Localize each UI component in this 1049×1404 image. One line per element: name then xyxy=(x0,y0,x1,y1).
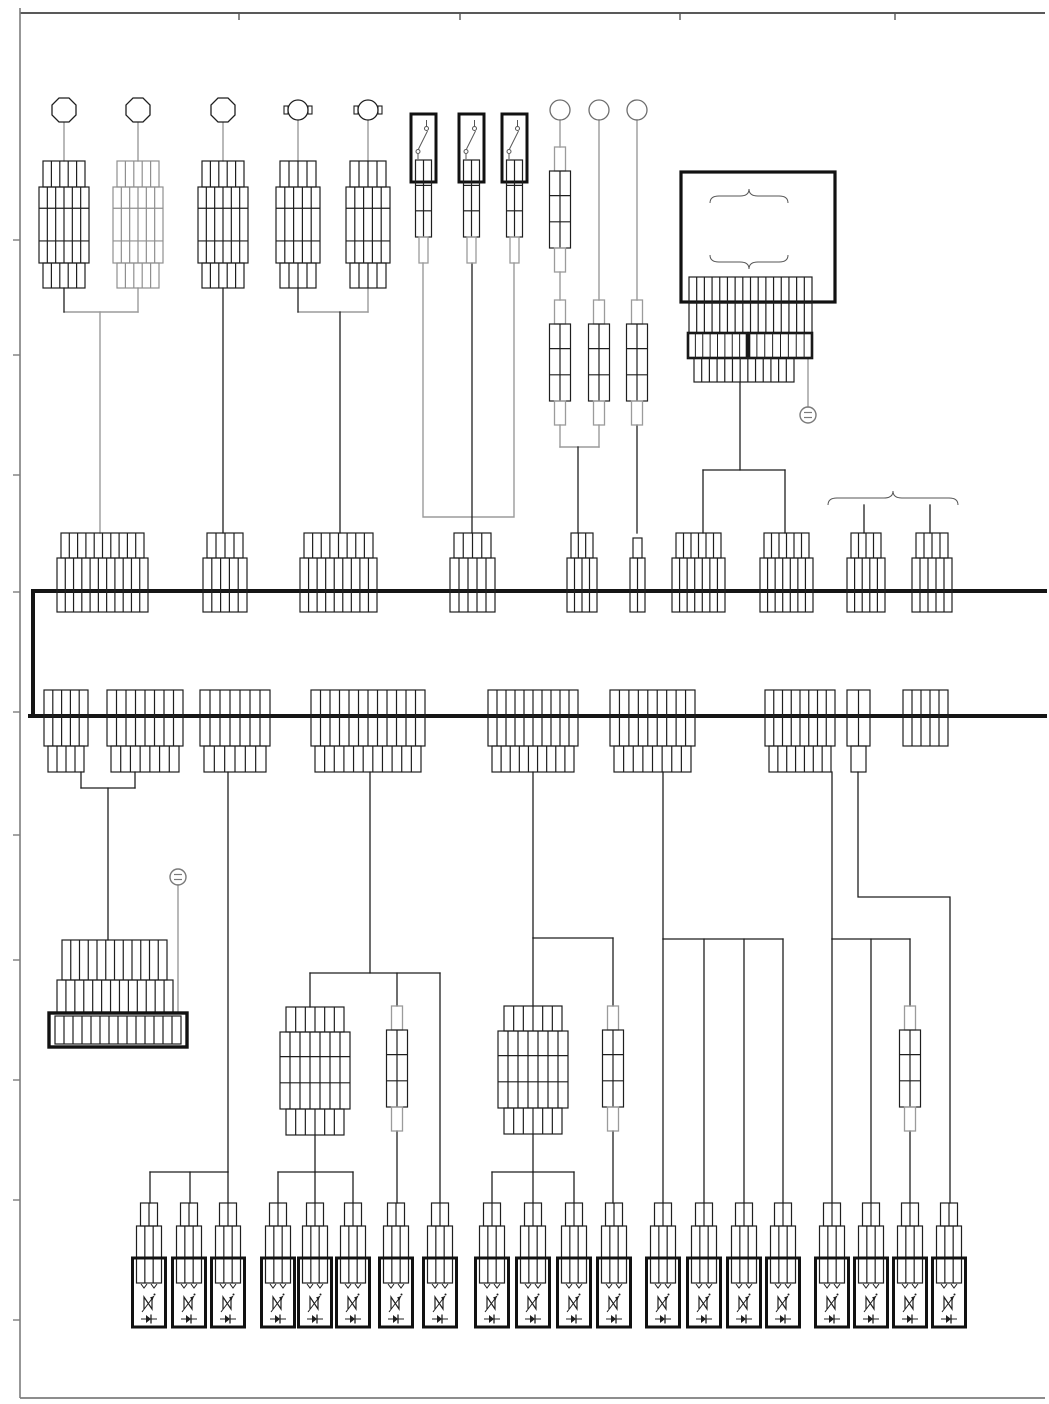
injector-unit xyxy=(855,1203,888,1327)
injector-unit xyxy=(816,1203,849,1327)
lamp-icon xyxy=(589,100,609,120)
bus2-connector-block xyxy=(311,690,425,772)
switch-unit xyxy=(411,114,436,263)
injector-symbol xyxy=(902,1284,918,1312)
injector-unit xyxy=(933,1203,966,1327)
switch-icon xyxy=(464,120,477,159)
injector-symbol xyxy=(307,1284,323,1312)
diode-icon xyxy=(307,1315,323,1324)
bus2-connector-block xyxy=(847,690,870,772)
inline-connector xyxy=(387,1006,408,1131)
brace-icon xyxy=(710,255,788,269)
injector-unit xyxy=(728,1203,761,1327)
bus2-connector-block xyxy=(200,690,270,772)
injector-unit xyxy=(299,1203,332,1327)
bus1-connector-block xyxy=(912,533,952,612)
injector-unit xyxy=(173,1203,206,1327)
inline-connector xyxy=(550,300,571,425)
lamp-connector-stack xyxy=(346,161,390,288)
bus1-connector-block xyxy=(300,533,377,612)
diode-icon xyxy=(432,1315,448,1324)
diode-icon xyxy=(902,1315,918,1324)
diode-icon xyxy=(270,1315,286,1324)
injector-symbol xyxy=(655,1284,671,1312)
page-frame xyxy=(13,8,1045,1398)
diode-icon xyxy=(941,1315,957,1324)
brace-annotation xyxy=(828,491,958,505)
lamp-icon xyxy=(126,98,150,122)
lamp-icon xyxy=(627,100,647,120)
lamp-icon xyxy=(354,100,382,120)
bus2-connector-block xyxy=(610,690,695,772)
injector-symbol xyxy=(432,1284,448,1312)
injector-symbol xyxy=(606,1284,622,1312)
injector-symbol xyxy=(775,1284,791,1312)
injector-symbol xyxy=(141,1284,157,1312)
control-unit xyxy=(681,172,835,382)
lamp-icon xyxy=(52,98,76,122)
bus-1 xyxy=(33,591,1045,716)
lamp-connector-stack xyxy=(39,161,89,288)
injector-unit xyxy=(598,1203,631,1327)
wires xyxy=(64,120,950,1203)
switch-connector xyxy=(464,160,480,263)
injector-symbol xyxy=(941,1284,957,1312)
bus2-connector-block xyxy=(488,690,578,772)
injector-unit xyxy=(647,1203,680,1327)
injector-symbol xyxy=(525,1284,541,1312)
inline-connector xyxy=(550,147,571,272)
injector-unit xyxy=(894,1203,927,1327)
bus1-connector-block xyxy=(450,533,495,612)
diode-icon xyxy=(484,1315,500,1324)
diode-icon xyxy=(655,1315,671,1324)
bus2-connector-block xyxy=(44,690,88,772)
injector-symbol xyxy=(566,1284,582,1312)
injector-unit xyxy=(767,1203,800,1327)
junction-connector xyxy=(280,1007,350,1135)
floor-connector xyxy=(49,940,187,1047)
injector-symbol xyxy=(220,1284,236,1312)
bus1-connector-block xyxy=(760,533,813,612)
injector-unit xyxy=(337,1203,370,1327)
injector-symbol xyxy=(388,1284,404,1312)
injector-symbol xyxy=(270,1284,286,1312)
injector-unit xyxy=(262,1203,295,1327)
diode-icon xyxy=(775,1315,791,1324)
switch-unit xyxy=(459,114,484,263)
diode-icon xyxy=(863,1315,879,1324)
switch-connector xyxy=(507,160,523,263)
diode-icon xyxy=(181,1315,197,1324)
injector-symbol xyxy=(824,1284,840,1312)
bus1-connector-block xyxy=(203,533,247,612)
lamp-connector-stack xyxy=(198,161,248,288)
switch-icon xyxy=(416,120,429,159)
inline-connector xyxy=(627,300,648,425)
bus1-connector-block xyxy=(847,533,885,612)
injector-unit xyxy=(688,1203,721,1327)
junction-connector xyxy=(498,1006,568,1134)
bus2-connector-block xyxy=(765,690,835,772)
injector-symbol xyxy=(736,1284,752,1312)
injector-unit xyxy=(424,1203,457,1327)
bus2-connector-block xyxy=(107,690,183,772)
switch-connector xyxy=(416,160,432,263)
lamp-icon xyxy=(284,100,312,120)
switch-unit xyxy=(502,114,527,263)
injector-unit xyxy=(212,1203,245,1327)
inline-connector xyxy=(900,1006,921,1131)
injector-symbol xyxy=(863,1284,879,1312)
brace-icon xyxy=(710,189,788,203)
lamp-icon xyxy=(211,98,235,122)
bus1-connector-block xyxy=(672,533,725,612)
injector-unit xyxy=(476,1203,509,1327)
injector-symbol xyxy=(696,1284,712,1312)
injector-symbol xyxy=(345,1284,361,1312)
inline-connector xyxy=(603,1006,624,1131)
injector-unit xyxy=(133,1203,166,1327)
lamp-connector-stack xyxy=(113,161,163,288)
bus1-connector-block xyxy=(567,533,597,612)
diode-icon xyxy=(525,1315,541,1324)
diode-icon xyxy=(696,1315,712,1324)
lamp-connector-stack xyxy=(276,161,320,288)
diode-icon xyxy=(566,1315,582,1324)
diode-icon xyxy=(736,1315,752,1324)
diode-icon xyxy=(388,1315,404,1324)
switch-icon xyxy=(507,120,520,159)
injector-symbol xyxy=(181,1284,197,1312)
injector-symbol xyxy=(484,1284,500,1312)
bus1-connector-block xyxy=(57,533,148,612)
control-unit-connector xyxy=(688,277,812,382)
inline-connector xyxy=(589,300,610,425)
lamp-icon xyxy=(550,100,570,120)
injector-unit xyxy=(517,1203,550,1327)
bus1-connector-block xyxy=(630,538,645,612)
diode-icon xyxy=(141,1315,157,1324)
diode-icon xyxy=(606,1315,622,1324)
diode-icon xyxy=(824,1315,840,1324)
injector-unit xyxy=(558,1203,591,1327)
ground-icon xyxy=(800,407,816,423)
diode-icon xyxy=(220,1315,236,1324)
ground-icon xyxy=(170,869,186,885)
diode-icon xyxy=(345,1315,361,1324)
injector-unit xyxy=(380,1203,413,1327)
